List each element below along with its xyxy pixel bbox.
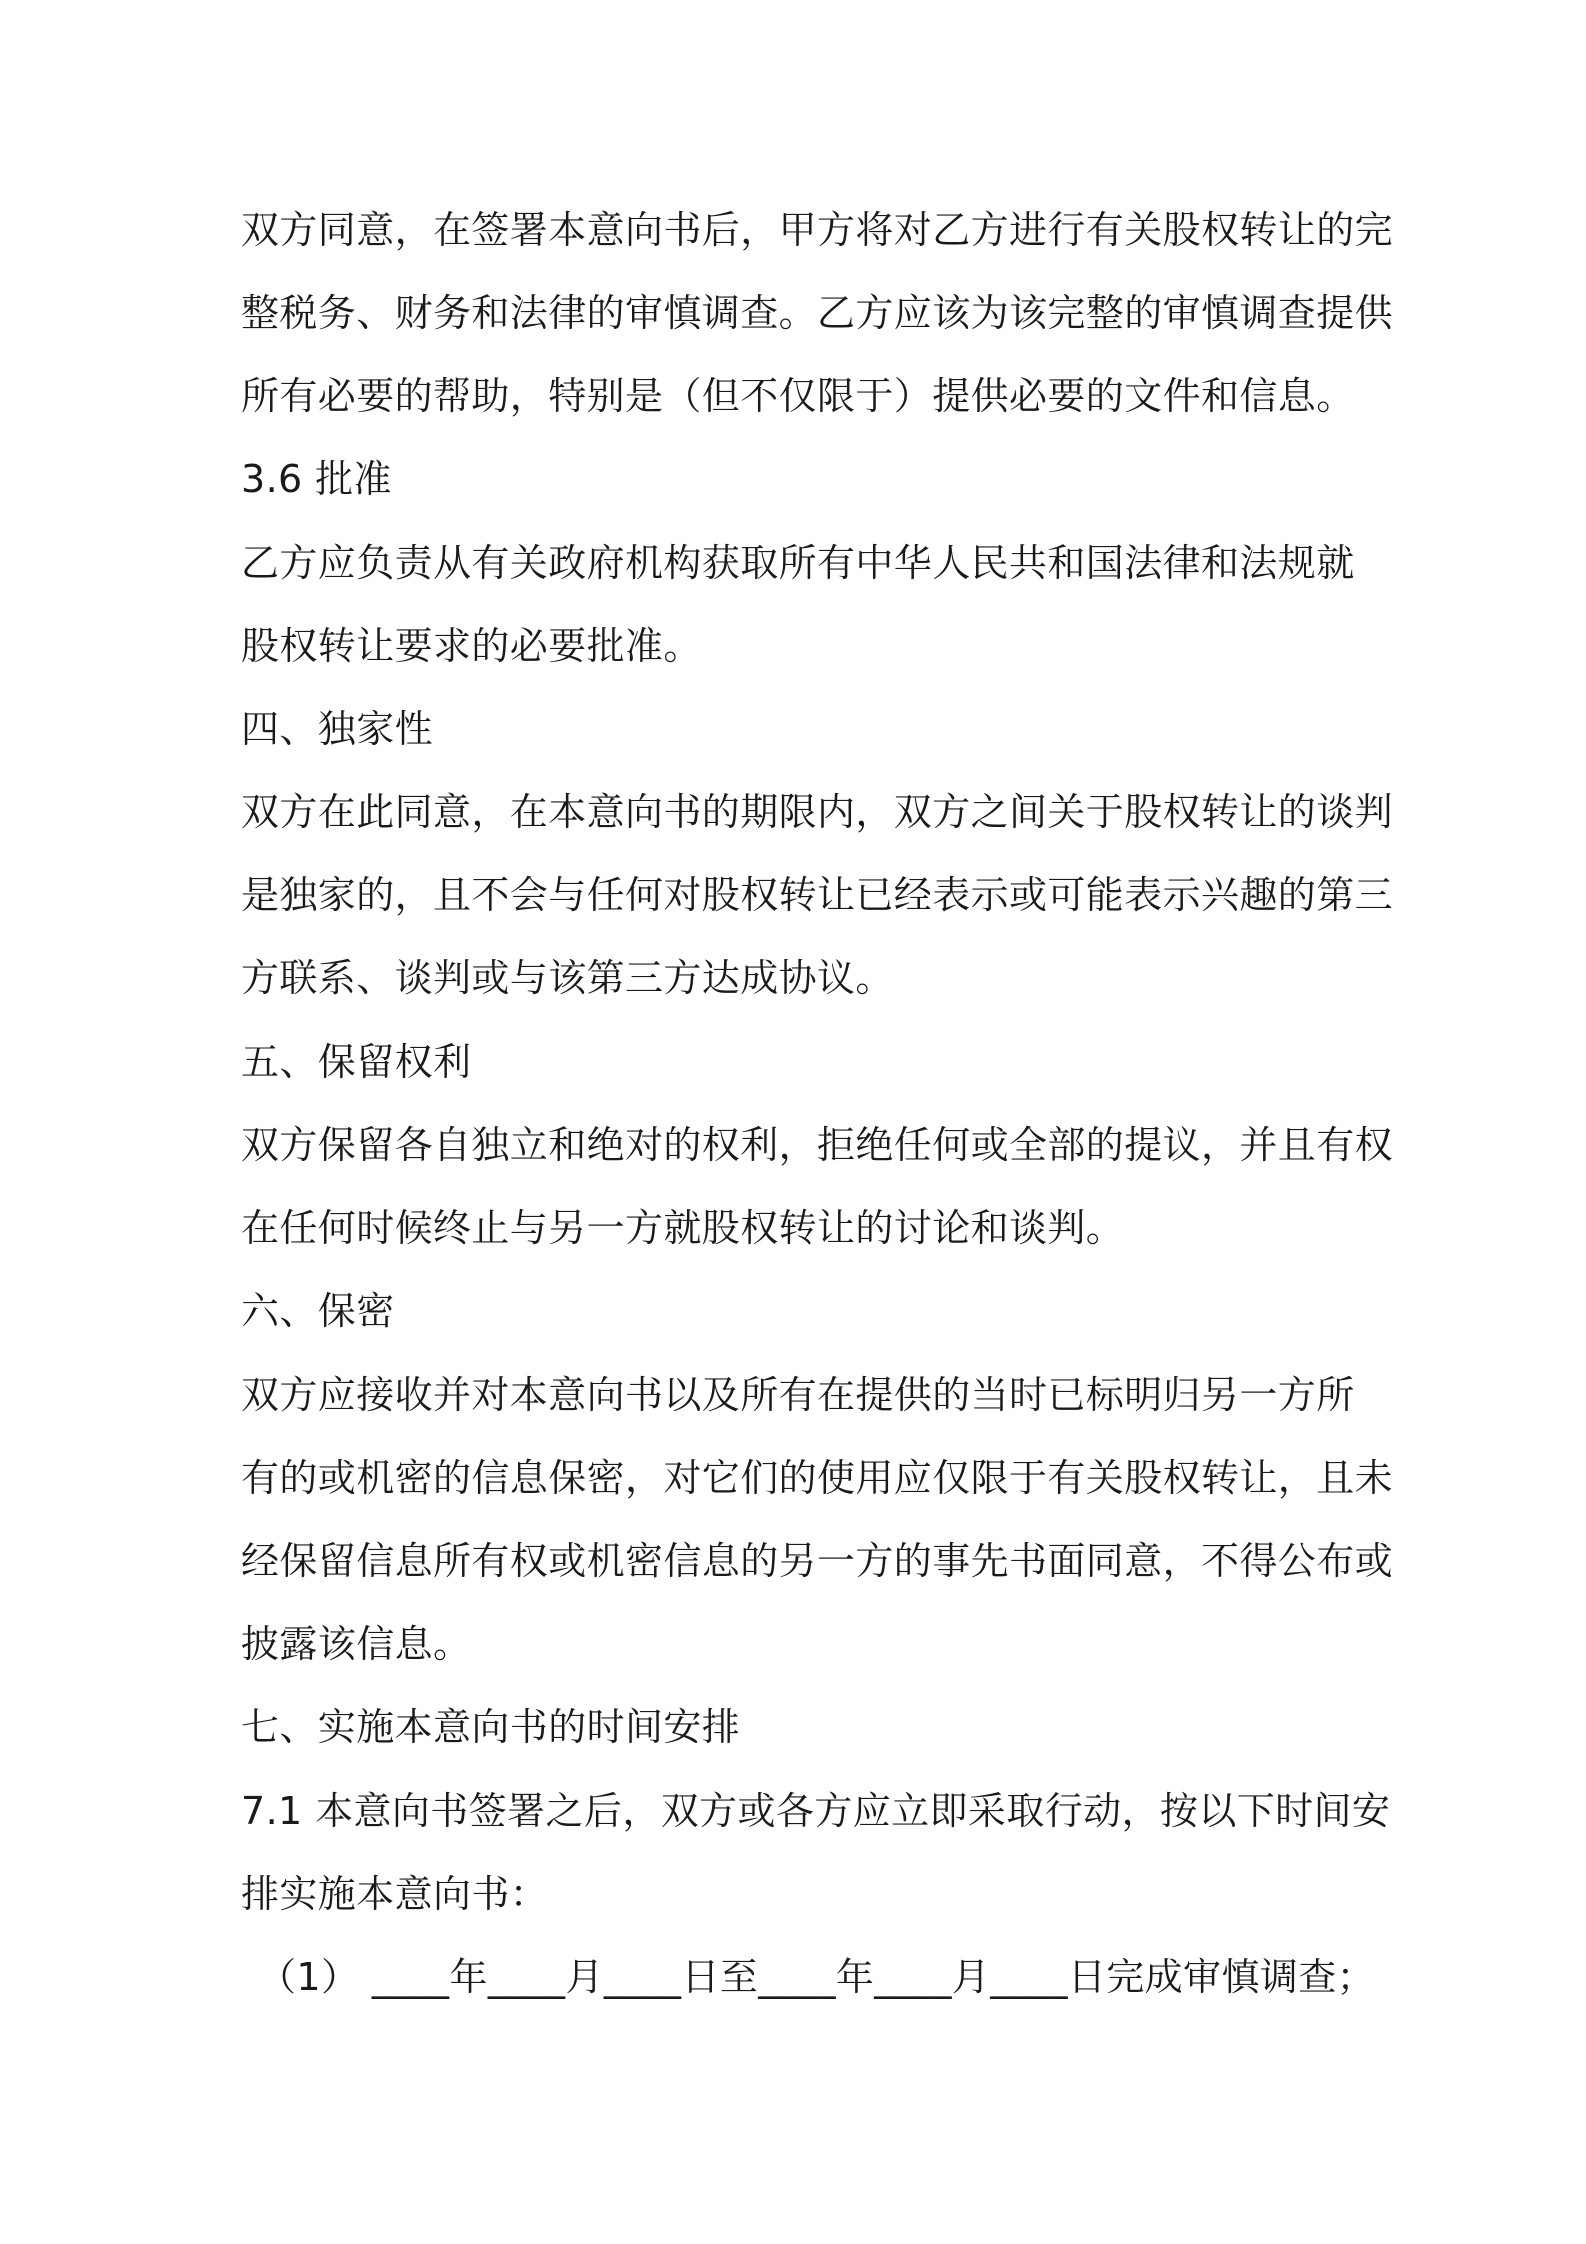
paragraph-line: 整税务、财务和法律的审慎调查。乙方应该为该完整的审慎调查提供 — [241, 291, 1394, 335]
section-heading: 四、独家性 — [241, 707, 434, 751]
paragraph-line: 双方应接收并对本意向书以及所有在提供的当时已标明归另一方所 — [241, 1373, 1355, 1417]
paragraph-line: 双方在此同意，在本意向书的期限内，双方之间关于股权转让的谈判 — [241, 790, 1394, 834]
paragraph-line: 披露该信息。 — [241, 1622, 472, 1666]
paragraph-line: 在任何时候终止与另一方就股权转让的讨论和谈判。 — [241, 1206, 1125, 1250]
section-heading: 3.6 批准 — [241, 457, 392, 501]
paragraph-line: 股权转让要求的必要批准。 — [241, 624, 702, 668]
paragraph-line: 所有必要的帮助，特别是（但不仅限于）提供必要的文件和信息。 — [241, 374, 1355, 418]
paragraph-line: 是独家的，且不会与任何对股权转让已经表示或可能表示兴趣的第三 — [241, 873, 1394, 917]
section-heading: 六、保密 — [241, 1289, 395, 1333]
section-heading: 五、保留权利 — [241, 1040, 472, 1084]
list-item: （1） ____年____月____日至____年____月____日完成审慎调查； — [258, 1955, 1376, 1999]
paragraph-line: 双方同意，在签署本意向书后，甲方将对乙方进行有关股权转让的完 — [241, 208, 1394, 252]
paragraph-line: 经保留信息所有权或机密信息的另一方的事先书面同意，不得公布或 — [241, 1539, 1394, 1583]
paragraph-line: 7.1 本意向书签署之后，双方或各方应立即采取行动，按以下时间安 — [241, 1789, 1391, 1833]
paragraph-line: 乙方应负责从有关政府机构获取所有中华人民共和国法律和法规就 — [241, 541, 1355, 585]
section-heading: 七、实施本意向书的时间安排 — [241, 1705, 741, 1749]
paragraph-line: 双方保留各自独立和绝对的权利，拒绝任何或全部的提议，并且有权 — [241, 1123, 1394, 1167]
paragraph-line: 方联系、谈判或与该第三方达成协议。 — [241, 956, 894, 1000]
paragraph-line: 有的或机密的信息保密，对它们的使用应仅限于有关股权转让，且未 — [241, 1456, 1394, 1500]
paragraph-line: 排实施本意向书： — [241, 1872, 549, 1916]
